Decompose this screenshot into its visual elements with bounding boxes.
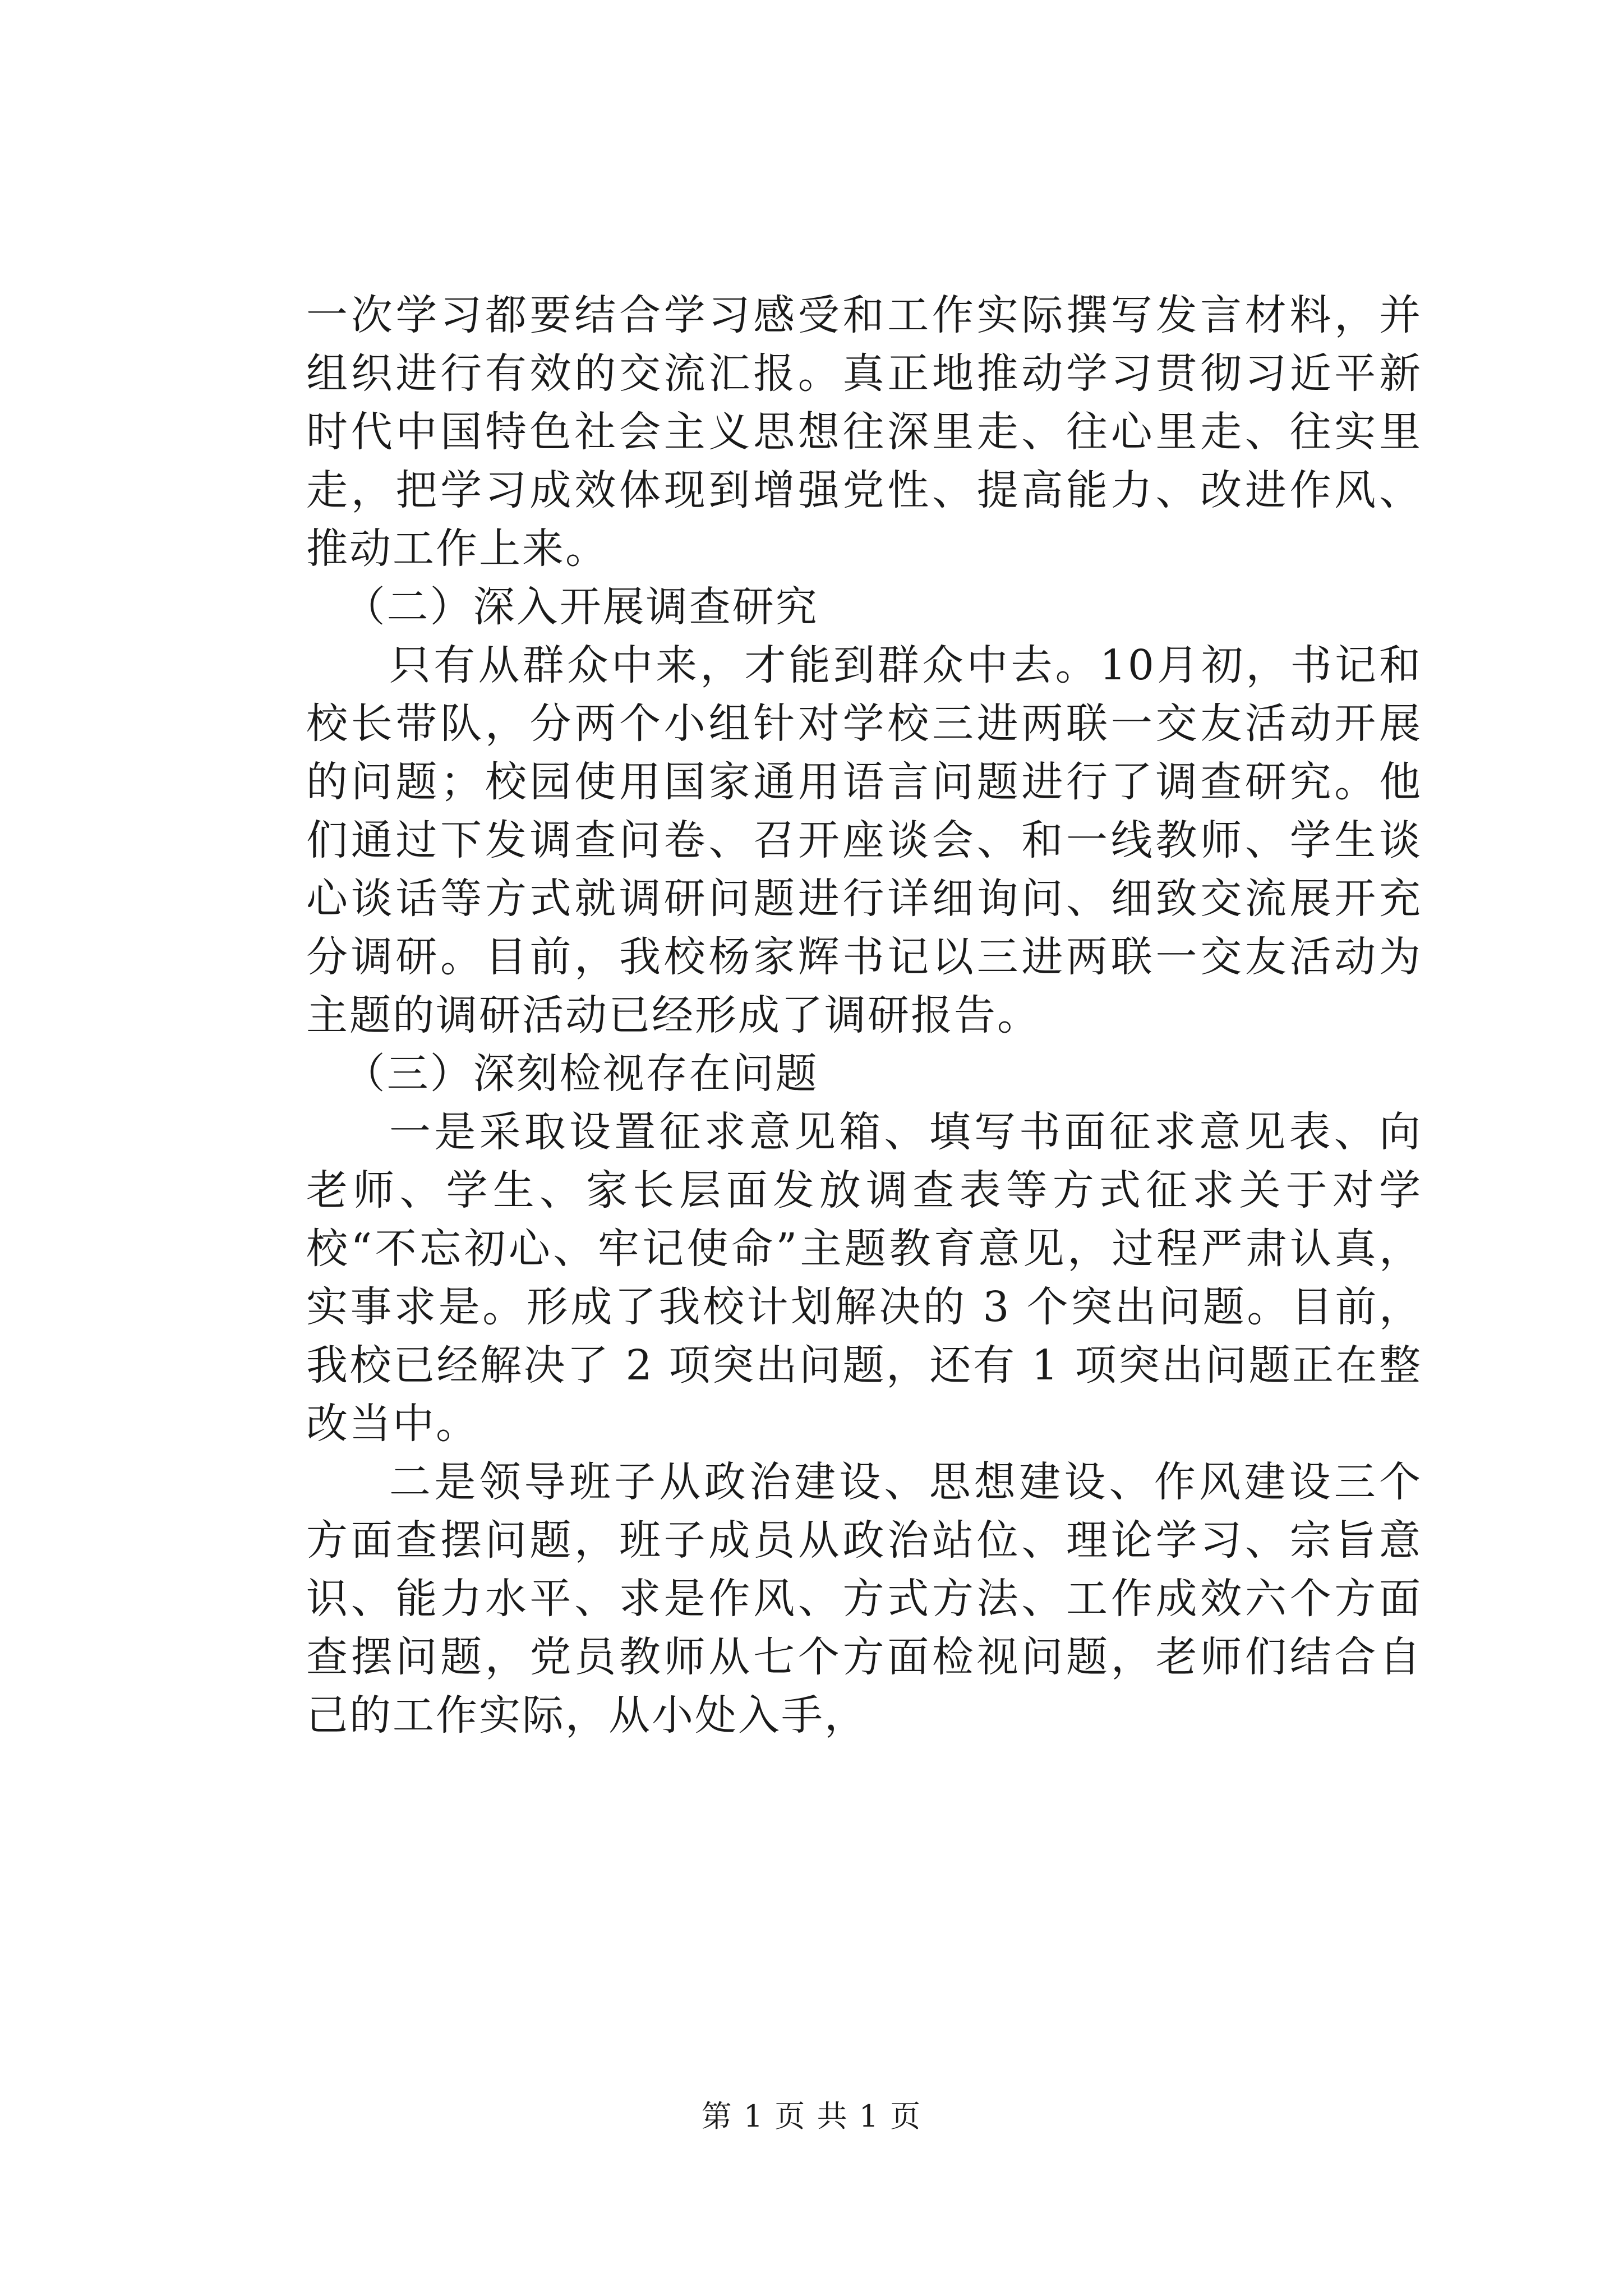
section-heading-3: （三）深刻检视存在问题 xyxy=(343,1050,819,1098)
document-body xyxy=(306,286,1422,1745)
page-footer: 第 1 页 共 1 页 xyxy=(701,2099,922,2134)
section-heading-2: （二）深入开展调查研究 xyxy=(343,583,819,631)
paragraph-issues-two: 二是领导班子从政治建设、思想建设、作风建设三个方面查摆问题，班子成员从政治站位、理论学习、宗旨意识、能力水平、求是作风、方式方法、工作成效六个方面查摆问题，党员教师从七个方面检视问题，老师们结合自己的工作实际，从小处入手， xyxy=(306,1458,1422,1740)
paragraph-continuation: 一次学习都要结合学习感受和工作实际撰写发言材料，并组织进行有效的交流汇报。真正地推动学习贯彻习近平新时代中国特色社会主义思想往深里走、往心里走、往实里走，把学习成效体现到增强党性、提高能力、改进作风、推动工作上来。 xyxy=(306,291,1422,573)
paragraph-research: 只有从群众中来，才能到群众中去。10月初，书记和校长带队，分两个小组针对学校三进两联一交友活动开展的问题；校园使用国家通用语言问题进行了调查研究。他们通过下发调查问卷、召开座谈会、和一线教师、学生谈心谈话等方式就调研问题进行详细询问、细致交流展开充分调研。目前，我校杨家辉书记以三进两联一交友活动为主题的调研活动已经形成了调研报告。 xyxy=(306,641,1422,1039)
paragraph-issues-one: 一是采取设置征求意见箱、填写书面征求意见表、向老师、学生、家长层面发放调查表等方式征求关于对学校“不忘初心、牢记使命”主题教育意见，过程严肃认真，实事求是。形成了我校计划解决的 3 个突出问题。目前，我校已经解决了 2 项突出问题，还有 1 项突出问题正在整改当中。 xyxy=(306,1108,1422,1448)
